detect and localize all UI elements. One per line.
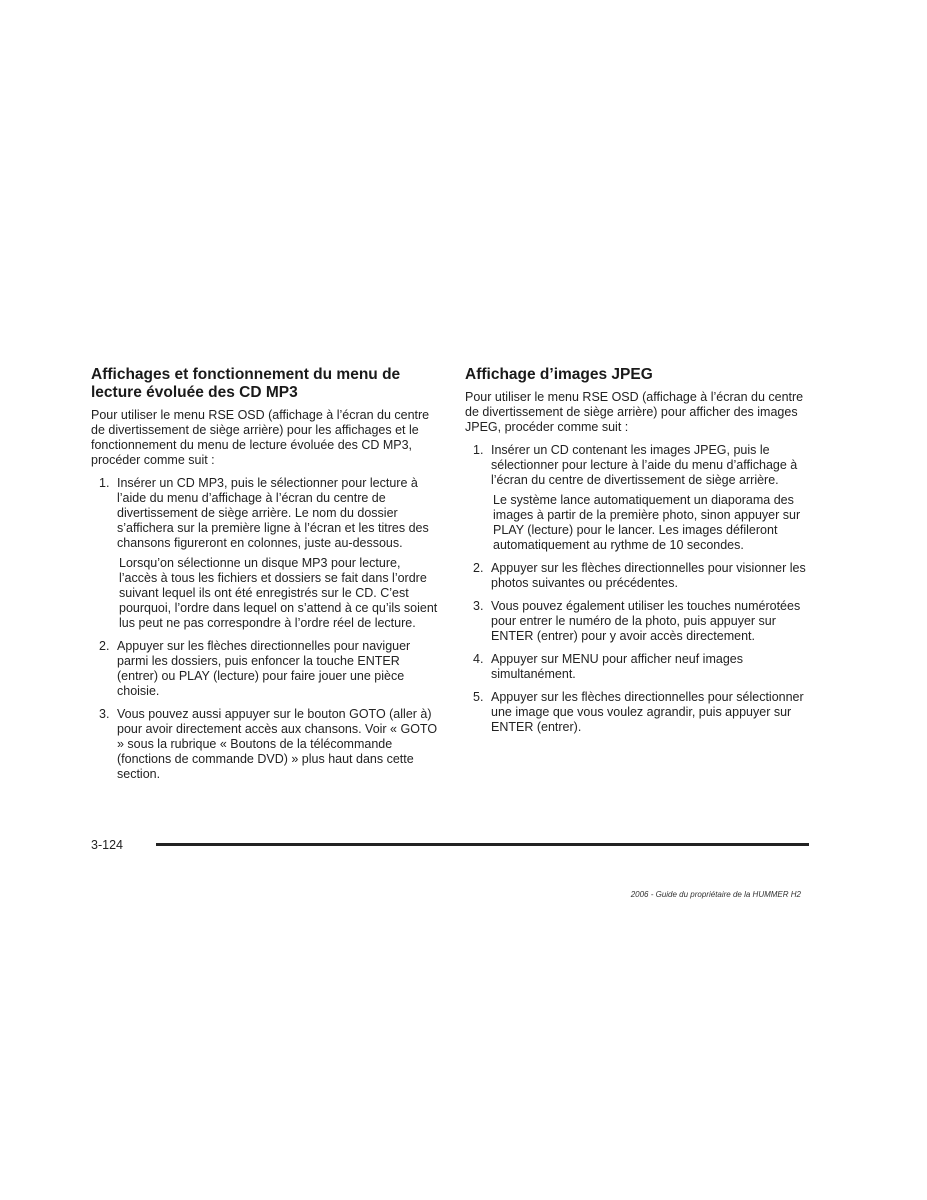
item-text: Insérer un CD MP3, puis le sélectionner pour lecture à l’aide du menu d’affichage à l’écran du centre de divertissement de siège arrière. Le nom du dossier s’affichera sur la première ligne à l’écran et les titres des chansons figureront en colonnes, juste au-dessous. — [117, 476, 429, 550]
item-note: Le système lance automatiquement un diaporama des images à partir de la première photo, sinon appuyer sur PLAY (lecture) pour le lancer. Les images défileront automatiquement au rythme de 10 secondes. — [493, 493, 801, 552]
item-number: 1. — [99, 476, 110, 490]
item-number: 2. — [99, 639, 110, 653]
page-number: 3-124 — [91, 838, 123, 852]
item-text: Appuyer sur les flèches directionnelles pour visionner les photos suivantes ou précédentes. — [491, 561, 806, 590]
item-text: Appuyer sur les flèches directionnelles pour sélectionner une image que vous voulez agrandir, puis appuyer sur ENTER (entrer). — [491, 690, 804, 734]
list-item — [91, 639, 441, 699]
right-column — [465, 366, 815, 743]
intro-paragraph-jpeg: Pour utiliser le menu RSE OSD (affichage à l’écran du centre de divertissement de siège arrière) pour afficher des images JPEG, procéder comme suit : — [465, 390, 804, 434]
list-item — [465, 599, 815, 644]
steps-list-jpeg — [465, 443, 815, 735]
left-column — [91, 366, 441, 790]
list-item — [91, 707, 441, 782]
item-text: Appuyer sur les flèches directionnelles pour naviguer parmi les dossiers, puis enfoncer la touche ENTER (entrer) ou PLAY (lecture) pour faire jouer une pièce choisie. — [117, 639, 411, 698]
list-item — [465, 690, 815, 735]
list-item — [465, 561, 815, 591]
item-number: 1. — [473, 443, 484, 457]
item-number: 3. — [99, 707, 110, 721]
item-number: 3. — [473, 599, 484, 613]
footer-divider — [156, 843, 809, 846]
section-heading-jpeg: Affichage d’images JPEG — [465, 366, 653, 383]
intro-paragraph-mp3: Pour utiliser le menu RSE OSD (affichage à l’écran du centre de divertissement de siège arrière) pour les affichages et le fonctionnement du menu de lecture évoluée des CD MP3, procéder comme suit : — [91, 408, 430, 467]
list-item — [465, 652, 815, 682]
item-number: 2. — [473, 561, 484, 575]
item-note: Lorsqu’on sélectionne un disque MP3 pour lecture, l’accès à tous les fichiers et dossiers se fait dans l’ordre suivant lequel ils ont été enregistrés sur le CD. C’est pourquoi, l’ordre dans lequel on s’attend à ce qu’ils soient lus peut ne pas correspondre à l’ordre réel de lecture. — [119, 556, 438, 630]
item-number: 4. — [473, 652, 484, 666]
item-text: Insérer un CD contenant les images JPEG, puis le sélectionner pour lecture à l’aide du menu d’affichage à l’écran du centre de divertissement de siège arrière. — [491, 443, 798, 487]
footer-text: 2006 - Guide du propriétaire de la HUMMER H2 — [630, 890, 801, 899]
list-item — [465, 443, 815, 553]
item-text: Vous pouvez aussi appuyer sur le bouton GOTO (aller à) pour avoir directement accès aux chansons. Voir « GOTO » sous la rubrique « Boutons de la télécommande (fonctions de commande DVD) » plus haut dans cette section. — [117, 707, 438, 781]
list-item — [91, 476, 441, 631]
steps-list-mp3 — [91, 476, 441, 782]
item-text: Appuyer sur MENU pour afficher neuf images simultanément. — [491, 652, 743, 681]
item-number: 5. — [473, 690, 484, 704]
section-heading-mp3: Affichages et fonctionnement du menu de lecture évoluée des CD MP3 — [91, 366, 401, 401]
item-text: Vous pouvez également utiliser les touches numérotées pour entrer le numéro de la photo, puis appuyer sur ENTER (entrer) pour y avoir accès directement. — [491, 599, 801, 643]
